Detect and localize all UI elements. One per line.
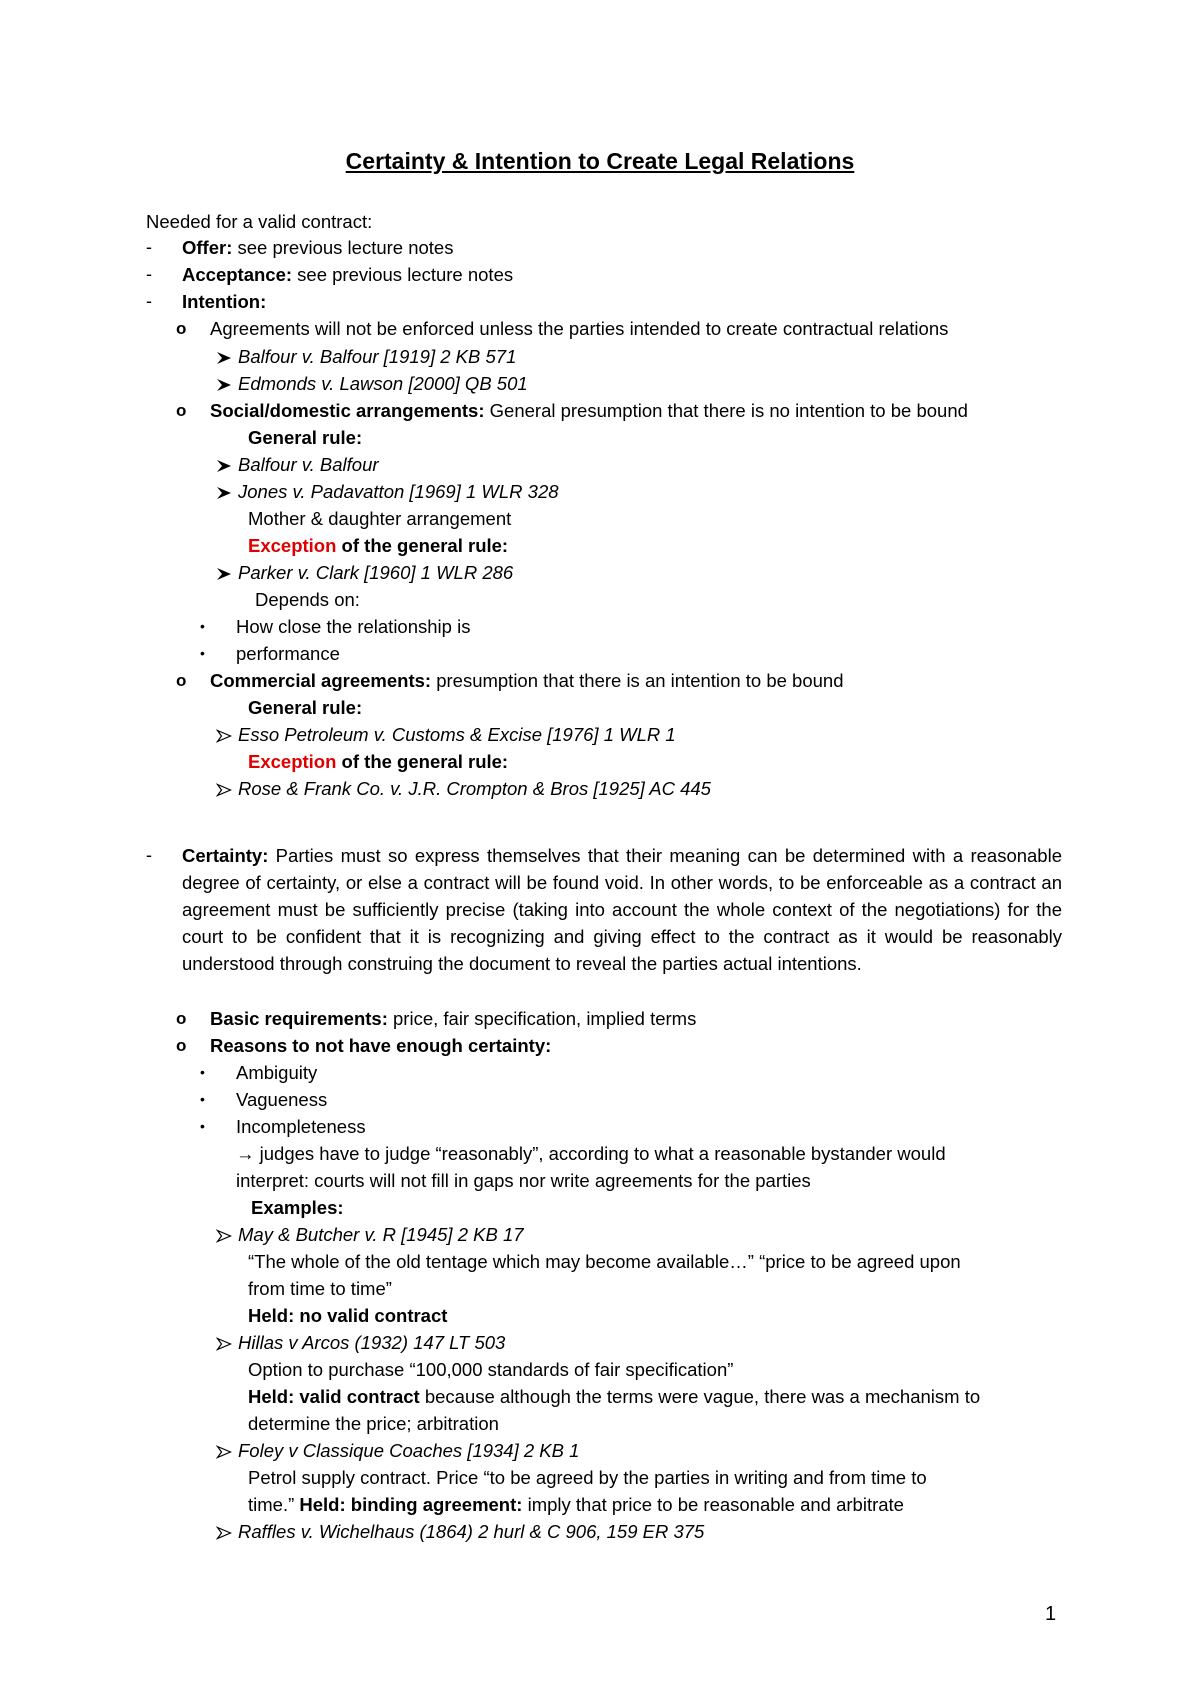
bullet-dot: • [200,1091,205,1107]
case-text: Foley v Classique Coaches [1934] 2 KB 1 [238,1440,580,1461]
reasons-heading: Reasons to not have enough certainty: [210,1035,552,1056]
dash-marker: - [146,291,152,311]
exception-word: Exception [248,751,337,772]
depends-on-text: Depends on: [255,589,360,610]
o-marker: o [176,1009,187,1028]
case-text: May & Butcher v. R [1945] 2 KB 17 [238,1224,524,1245]
certainty-label: Certainty: [182,845,269,866]
mother-daughter-text: Mother & daughter arrangement [248,508,512,529]
general-rule-heading: General rule: [248,427,363,448]
exception-word: Exception [248,535,337,556]
case-text: Edmonds v. Lawson [2000] QB 501 [238,373,528,394]
page-number: 1 [1045,1603,1057,1625]
arrowhead-bullet-icon [216,478,238,505]
commercial-line [210,667,843,694]
outline-arrowhead-bullet-icon [216,775,238,802]
acceptance-label: Acceptance: [182,264,293,285]
reason-item: Incompleteness [236,1116,366,1137]
judges-line-2: interpret: courts will not fill in gaps nor write agreements for the parties [236,1170,811,1191]
outline-arrowhead-bullet-icon [216,1221,238,1248]
o-marker: o [176,401,187,420]
bullet-dot: • [200,618,205,634]
intro-text: Needed for a valid contract: [146,211,373,232]
foley-held-text: imply that price to be reasonable and arbitrate [522,1494,904,1515]
social-line [210,397,968,424]
dash-marker: - [146,845,152,865]
outline-arrowhead-bullet-icon [216,1518,238,1545]
case-text: Esso Petroleum v. Customs & Excise [1976] 1 WLR 1 [238,724,676,745]
basic-label: Basic requirements: [210,1008,388,1029]
case-text: Jones v. Padavatton [1969] 1 WLR 328 [238,481,559,502]
offer-text: see previous lecture notes [232,237,454,258]
case-jones [216,478,559,505]
hillas-option: Option to purchase “100,000 standards of fair specification” [248,1359,734,1380]
intention-general-text: Agreements will not be enforced unless the parties intended to create contractual relations [210,318,949,339]
foley-held-label: Held: binding agreement: [299,1494,523,1515]
outline-arrowhead-bullet-icon [216,721,238,748]
intention-label: Intention: [182,291,267,312]
hillas-held-text: because although the terms were vague, there was a mechanism to [419,1386,981,1407]
exception-rest: of the general rule: [336,751,509,772]
judges-line-1 [236,1140,946,1167]
right-arrow-icon: → [236,1143,255,1164]
case-balfour [216,451,379,478]
o-marker: o [176,671,187,690]
case-text: Balfour v. Balfour [1919] 2 KB 571 [238,346,517,367]
acceptance-text: see previous lecture notes [292,264,514,285]
certainty-paragraph [182,842,1062,977]
hillas-held-1 [248,1383,980,1410]
outline-arrowhead-bullet-icon [216,1329,238,1356]
o-marker: o [176,319,187,338]
commercial-text: presumption that there is an intention to be bound [431,670,844,691]
depends-item: How close the relationship is [236,616,471,637]
may-quote-1: “The whole of the old tentage which may become available…” “price to be agreed upon [248,1251,961,1272]
social-label: Social/domestic arrangements: [210,400,485,421]
certainty-text: Parties must so express themselves that their meaning can be determined with a reasonable degree of certainty, or else a contract will be found void. In other words, to be enforceable as a contract an agreement must be sufficiently precise (taking into account the whole context of the negotiations) for the court to be confident that it is recognizing and giving effect to the contract as it would be reasonably understood through construing the document to reveal the parties actual intentions. [182,845,1062,974]
may-quote-2: from time to time” [248,1278,392,1299]
case-balfour-1919 [216,343,516,370]
bullet-dot: • [200,1064,205,1080]
foley-time: time.” [248,1494,300,1515]
reason-item: Vagueness [236,1089,328,1110]
case-rose-frank [216,775,711,802]
exception-line [248,748,508,775]
arrowhead-bullet-icon [216,451,238,478]
case-esso [216,721,676,748]
case-text: Parker v. Clark [1960] 1 WLR 286 [238,562,514,583]
arrowhead-bullet-icon [216,559,238,586]
o-marker: o [176,1036,187,1055]
case-text: Hillas v Arcos (1932) 147 LT 503 [238,1332,506,1353]
case-edmonds [216,370,528,397]
foley-line-2 [248,1491,904,1518]
case-text: Balfour v. Balfour [238,454,379,475]
offer-label: Offer: [182,237,233,258]
hillas-held-2: determine the price; arbitration [248,1413,499,1434]
held-no-valid: Held: no valid contract [248,1305,448,1326]
outline-arrowhead-bullet-icon [216,1437,238,1464]
case-foley [216,1437,579,1464]
social-text: General presumption that there is no intention to be bound [484,400,968,421]
case-raffles [216,1518,704,1545]
bullet-dot: • [200,645,205,661]
case-hillas [216,1329,505,1356]
commercial-label: Commercial agreements: [210,670,432,691]
hillas-held-label: Held: valid contract [248,1386,420,1407]
page-title: Certainty & Intention to Create Legal Relations [345,148,855,174]
basic-requirements-line [210,1005,696,1032]
bullet-dot: • [200,1118,205,1134]
arrowhead-bullet-icon [216,370,238,397]
dash-marker: - [146,264,152,284]
case-text: Raffles v. Wichelhaus (1864) 2 hurl & C 906, 159 ER 375 [238,1521,705,1542]
depends-item: performance [236,643,340,664]
exception-rest: of the general rule: [336,535,509,556]
offer-line [182,234,453,261]
acceptance-line [182,261,513,288]
arrowhead-bullet-icon [216,343,238,370]
case-may-butcher [216,1221,524,1248]
case-parker [216,559,513,586]
reason-item: Ambiguity [236,1062,318,1083]
judges-text-1: judges have to judge “reasonably”, according to what a reasonable bystander would [254,1143,946,1164]
case-text: Rose & Frank Co. v. J.R. Crompton & Bros [1925] AC 445 [238,778,711,799]
basic-text: price, fair specification, implied terms [387,1008,697,1029]
dash-marker: - [146,237,152,257]
general-rule-heading: General rule: [248,697,363,718]
foley-line-1: Petrol supply contract. Price “to be agreed by the parties in writing and from time to [248,1467,927,1488]
examples-heading: Examples: [251,1197,344,1218]
exception-line [248,532,508,559]
